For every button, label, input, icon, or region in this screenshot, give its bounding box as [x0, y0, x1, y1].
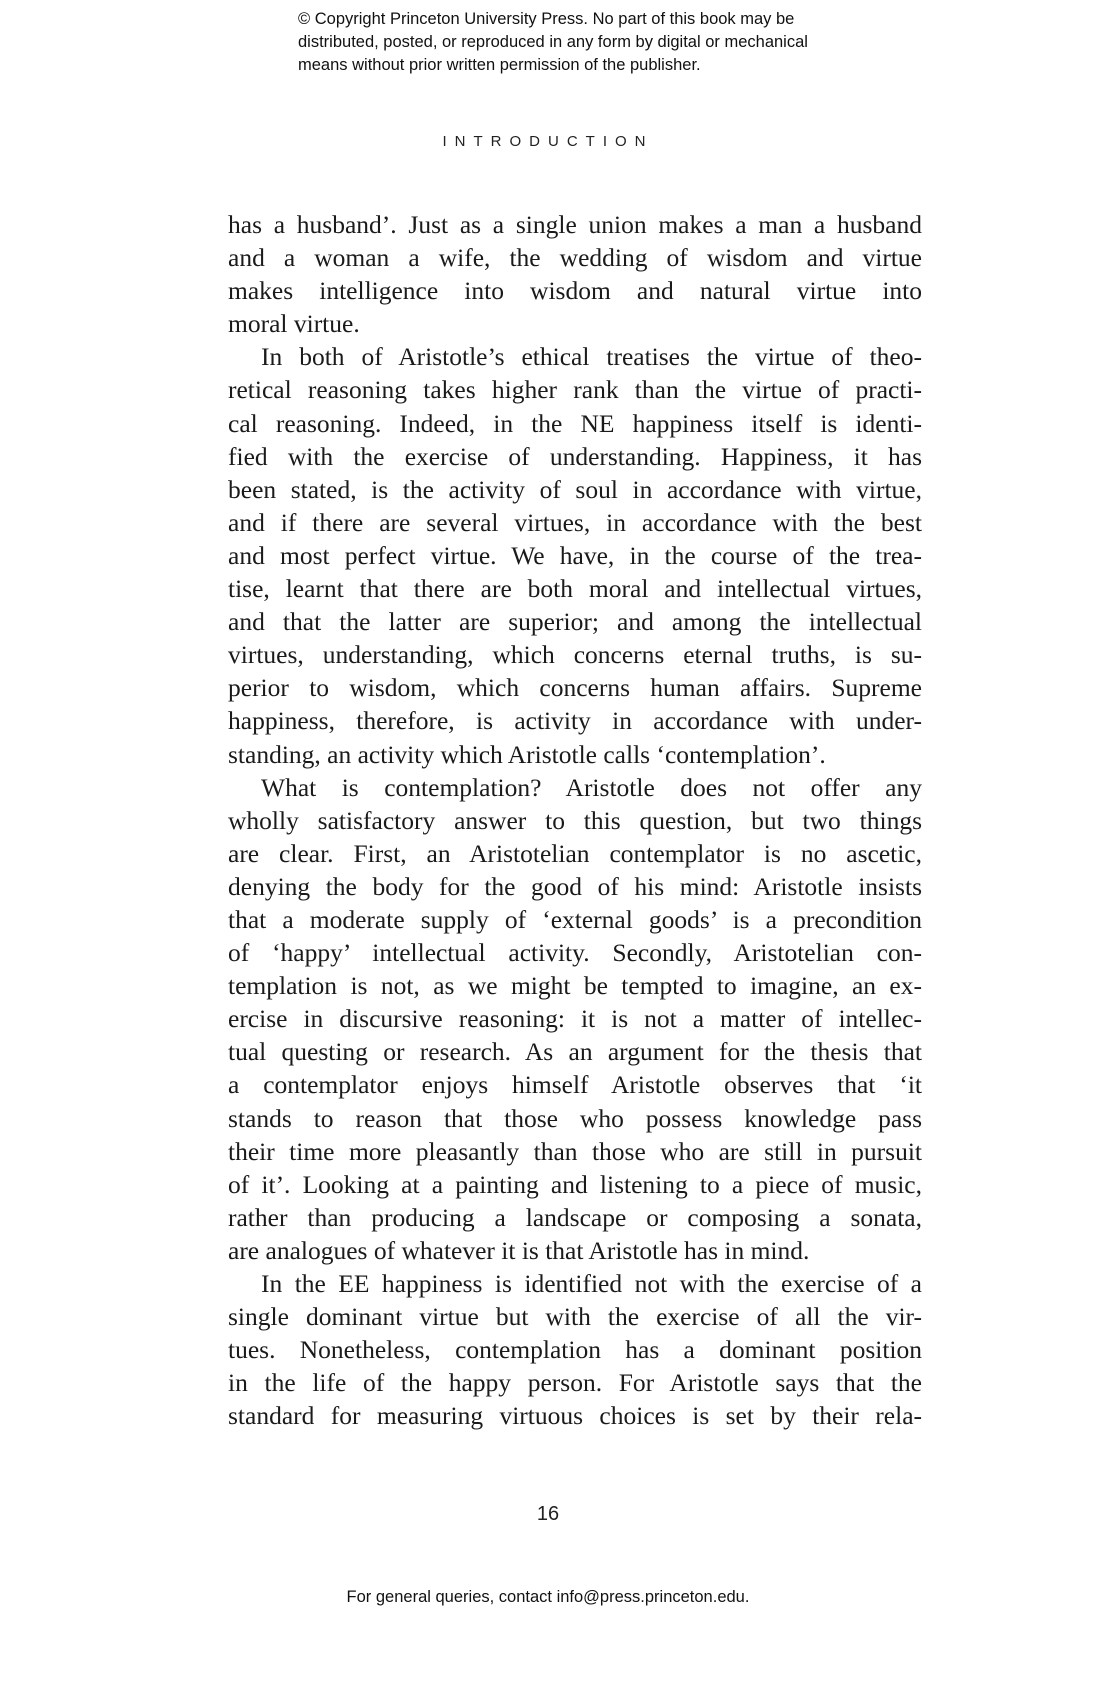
text-line: ercise in discursive reasoning: it is not a matter of intellec- [228, 1004, 922, 1034]
text-line: standard for measuring virtuous choices is set by their rela- [228, 1401, 922, 1431]
text-line: are clear. First, an Aristotelian contemplator is no ascetic, [228, 838, 922, 868]
text-line: been stated, is the activity of soul in accordance with virtue, [228, 474, 922, 504]
text-line: happiness, therefore, is activity in accordance with under- [228, 706, 922, 736]
text-line: has a husband’. Just as a single union makes a man a husband [228, 210, 922, 239]
paragraph [228, 771, 922, 1267]
text-line: virtues, understanding, which concerns eternal truths, is su- [228, 640, 922, 670]
text-line: retical reasoning takes higher rank than the virtue of practi- [228, 375, 922, 405]
text-line: that a moderate supply of ‘external goods’ is a precondition [228, 904, 922, 934]
text-line: and that the latter are superior; and among the intellectual [228, 607, 922, 637]
text-line: tues. Nonetheless, contemplation has a dominant position [228, 1335, 922, 1365]
text-line: moral virtue. [228, 309, 360, 339]
text-line: denying the body for the good of his mind: Aristotle insists [228, 871, 922, 901]
running-head: INTRODUCTION [442, 133, 654, 150]
copyright-line: means without prior written permission of the publisher. [298, 56, 701, 74]
text-line: and most perfect virtue. We have, in the course of the trea- [228, 540, 922, 570]
text-line: and if there are several virtues, in accordance with the best [228, 507, 922, 537]
body-text [228, 208, 922, 1432]
text-line: stands to reason that those who possess knowledge pass [228, 1103, 922, 1133]
text-line: of ‘happy’ intellectual activity. Secondly, Aristotelian con- [228, 938, 922, 968]
text-line: What is contemplation? Aristotle does not offer any [261, 772, 922, 802]
text-line: their time more pleasantly than those who are still in pursuit [228, 1136, 922, 1166]
text-line: single dominant virtue but with the exercise of all the vir- [228, 1302, 922, 1332]
page-number: 16 [536, 1503, 560, 1525]
text-line: tual questing or research. As an argument for the thesis that [228, 1037, 922, 1067]
text-line: and a woman a wife, the wedding of wisdom and virtue [228, 243, 922, 273]
text-line: in the life of the happy person. For Aristotle says that the [228, 1368, 922, 1398]
footer-contact: For general queries, contact info@press.princeton.edu. [346, 1588, 750, 1606]
text-line: In both of Aristotle’s ethical treatises the virtue of theo- [261, 342, 922, 372]
paragraph [228, 340, 922, 770]
copyright-line: distributed, posted, or reproduced in any form by digital or mechanical [298, 33, 808, 51]
text-line: of it’. Looking at a painting and listening to a piece of music, [228, 1169, 922, 1199]
text-line: standing, an activity which Aristotle calls ‘contemplation’. [228, 739, 826, 769]
text-line: templation is not, as we might be tempted to imagine, an ex- [228, 971, 922, 1001]
text-line: In the EE happiness is identified not with the exercise of a [261, 1269, 922, 1298]
text-line: makes intelligence into wisdom and natural virtue into [228, 276, 922, 306]
text-line: wholly satisfactory answer to this question, but two things [228, 805, 922, 835]
text-line: a contemplator enjoys himself Aristotle observes that ‘it [228, 1070, 922, 1100]
text-line: rather than producing a landscape or composing a sonata, [228, 1202, 922, 1232]
paragraph [228, 1267, 922, 1432]
text-line: are analogues of whatever it is that Aristotle has in mind. [228, 1235, 810, 1265]
text-line: tise, learnt that there are both moral and intellectual virtues, [228, 574, 922, 604]
text-line: fied with the exercise of understanding. Happiness, it has [228, 441, 922, 471]
copyright-notice [298, 8, 898, 77]
text-line: perior to wisdom, which concerns human affairs. Supreme [228, 673, 922, 703]
paragraph [228, 208, 922, 340]
copyright-line: © Copyright Princeton University Press. No part of this book may be [298, 10, 795, 28]
text-line: cal reasoning. Indeed, in the NE happiness itself is identi- [228, 408, 922, 438]
